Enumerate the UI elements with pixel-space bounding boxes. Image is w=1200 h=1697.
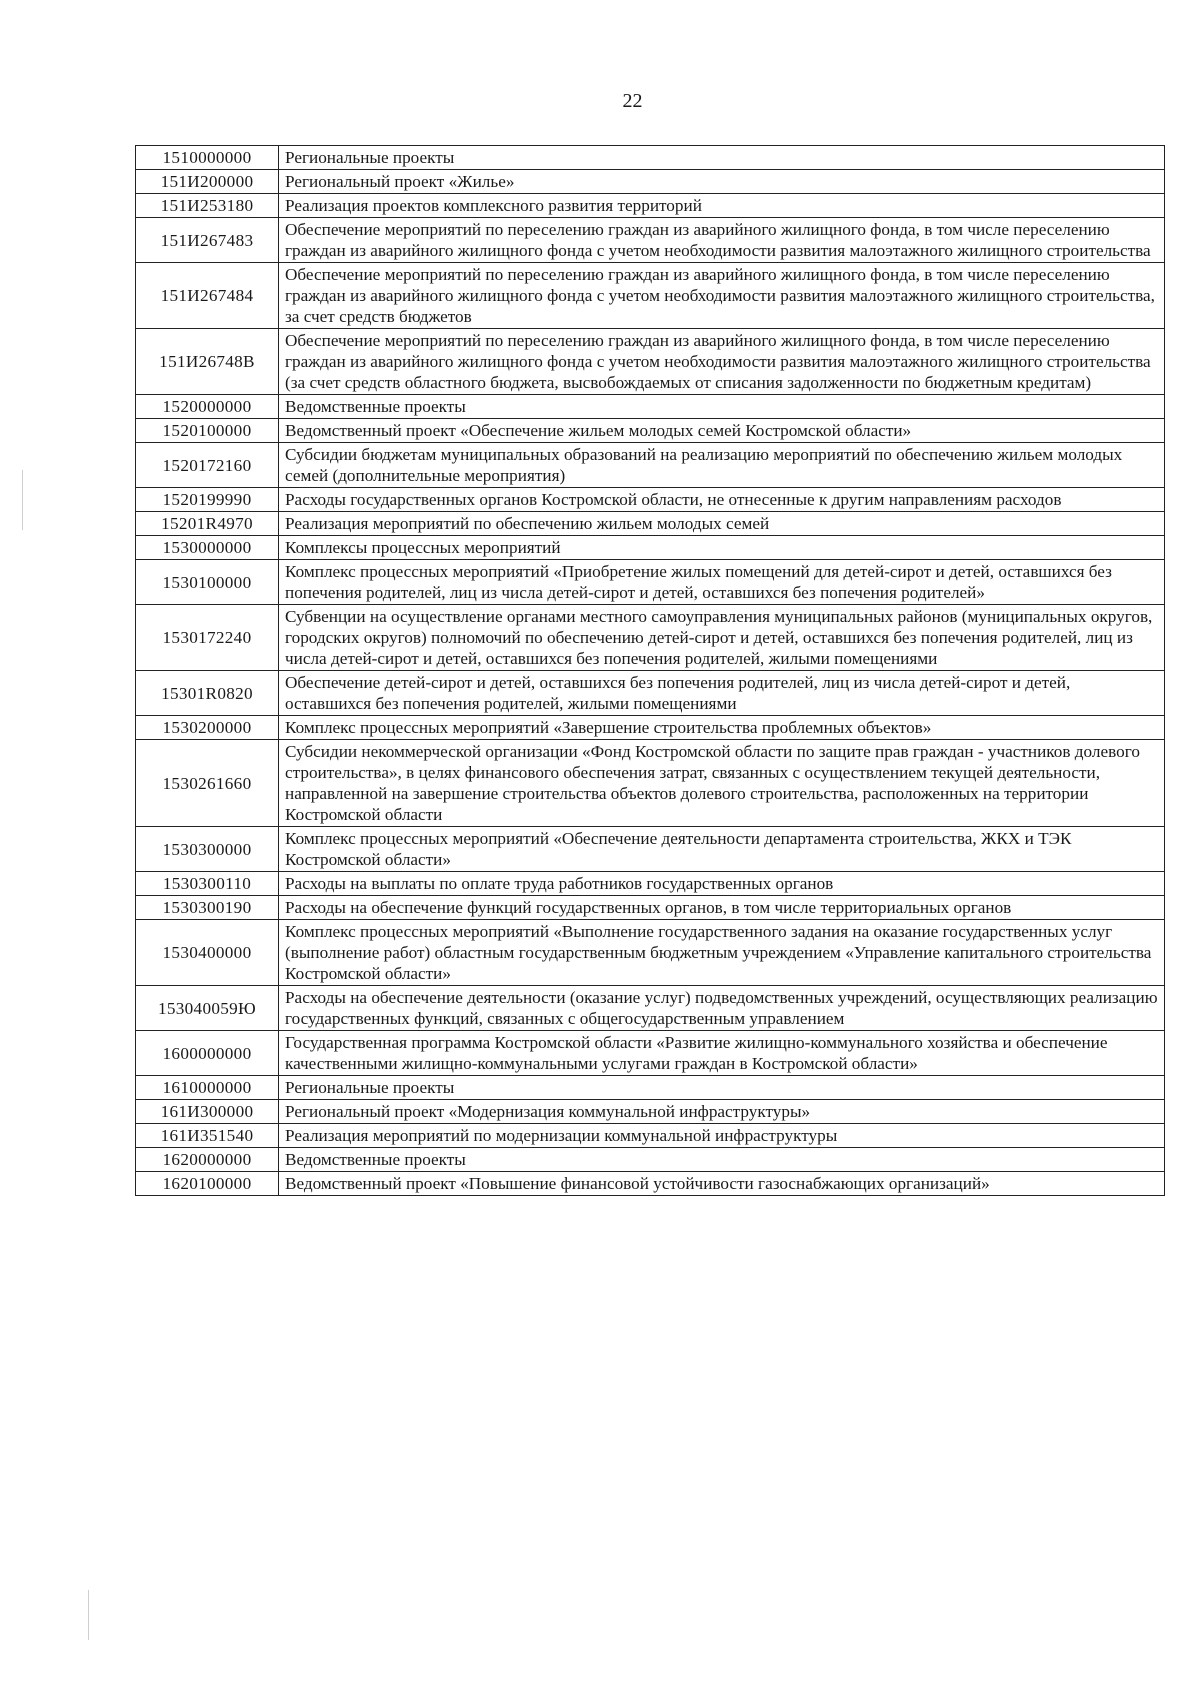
row-description: Расходы государственных органов Костромской области, не отнесенные к другим направлениям расходов [279,488,1165,512]
table-row [136,536,1165,560]
table-row [136,1124,1165,1148]
table-row [136,1076,1165,1100]
table-row [136,1148,1165,1172]
scan-artifact-line [22,470,23,530]
table-row [136,986,1165,1031]
row-description: Обеспечение мероприятий по переселению граждан из аварийного жилищного фонда, в том числе переселению граждан из аварийного жилищного фонда с учетом необходимости развития малоэтажного жилищного строительства, за счет средств бюджетов [279,263,1165,329]
row-description: Ведомственный проект «Обеспечение жильем молодых семей Костромской области» [279,419,1165,443]
table-body [136,146,1165,1196]
row-description: Ведомственные проекты [279,395,1165,419]
row-code: 1530000000 [136,536,279,560]
row-description: Реализация мероприятий по модернизации коммунальной инфраструктуры [279,1124,1165,1148]
row-code: 1510000000 [136,146,279,170]
table-row [136,920,1165,986]
table-row [136,671,1165,716]
row-code: 1620000000 [136,1148,279,1172]
row-description: Региональный проект «Жилье» [279,170,1165,194]
row-description: Ведомственный проект «Повышение финансовой устойчивости газоснабжающих организаций» [279,1172,1165,1196]
row-description: Комплекс процессных мероприятий «Выполнение государственного задания на оказание государственных услуг (выполнение работ) областным государственным бюджетным учреждением «Управление капитального строительства Костромской области» [279,920,1165,986]
row-description: Государственная программа Костромской области «Развитие жилищно-коммунального хозяйства и обеспечение качественными жилищно-коммунальными услугами граждан в Костромской области» [279,1031,1165,1076]
table-row [136,512,1165,536]
scan-artifact-line [88,1590,89,1640]
row-description: Обеспечение мероприятий по переселению граждан из аварийного жилищного фонда, в том числе переселению граждан из аварийного жилищного фонда с учетом необходимости развития малоэтажного жилищного строительства (за счет средств областного бюджета, высвобождаемых от списания задолженности по бюджетным кредитам) [279,329,1165,395]
table-row [136,605,1165,671]
row-description: Субсидии бюджетам муниципальных образований на реализацию мероприятий по обеспечению жильем молодых семей (дополнительные мероприятия) [279,443,1165,488]
row-code: 151И267484 [136,263,279,329]
table-row [136,716,1165,740]
row-description: Региональные проекты [279,146,1165,170]
row-code: 151И26748В [136,329,279,395]
budget-classification-table [135,145,1165,1196]
row-description: Расходы на обеспечение функций государственных органов, в том числе территориальных органов [279,896,1165,920]
table-row [136,1172,1165,1196]
row-code: 1530261660 [136,740,279,827]
row-code: 1610000000 [136,1076,279,1100]
row-code: 1530300110 [136,872,279,896]
row-description: Комплекс процессных мероприятий «Обеспечение деятельности департамента строительства, ЖКХ и ТЭК Костромской области» [279,827,1165,872]
row-code: 1530200000 [136,716,279,740]
table-row [136,194,1165,218]
table-row [136,896,1165,920]
row-description: Обеспечение мероприятий по переселению граждан из аварийного жилищного фонда, в том числе переселению граждан из аварийного жилищного фонда с учетом необходимости развития малоэтажного жилищного строительства [279,218,1165,263]
row-description: Расходы на выплаты по оплате труда работников государственных органов [279,872,1165,896]
table-row [136,170,1165,194]
row-code: 1520100000 [136,419,279,443]
row-code: 1530300190 [136,896,279,920]
row-description: Региональные проекты [279,1076,1165,1100]
row-description: Субсидии некоммерческой организации «Фонд Костромской области по защите прав граждан - участников долевого строительства», в целях финансового обеспечения затрат, связанных с осуществлением текущей деятельности, направленной на завершение строительства объектов долевого строительства, расположенных на территории Костромской области [279,740,1165,827]
row-code: 1520172160 [136,443,279,488]
page-number: 22 [622,90,643,112]
table-row [136,263,1165,329]
row-code: 151И267483 [136,218,279,263]
row-description: Субвенции на осуществление органами местного самоуправления муниципальных районов (муниципальных округов, городских округов) полномочий по обеспечению детей-сирот и детей, оставшихся без попечения родителей, лиц из числа детей-сирот и детей, оставшихся без попечения родителей, жилыми помещениями [279,605,1165,671]
row-description: Реализация мероприятий по обеспечению жильем молодых семей [279,512,1165,536]
table-row [136,218,1165,263]
table-row [136,395,1165,419]
table-row [136,740,1165,827]
row-code: 1530100000 [136,560,279,605]
table-row [136,419,1165,443]
table-row [136,560,1165,605]
table-row [136,872,1165,896]
row-description: Региональный проект «Модернизация коммунальной инфраструктуры» [279,1100,1165,1124]
row-code: 1530172240 [136,605,279,671]
row-code: 151И253180 [136,194,279,218]
table-row [136,827,1165,872]
row-description: Обеспечение детей-сирот и детей, оставшихся без попечения родителей, лиц из числа детей-сирот и детей, оставшихся без попечения родителей, жилыми помещениями [279,671,1165,716]
row-code: 15301R0820 [136,671,279,716]
row-code: 1520000000 [136,395,279,419]
table-row [136,1100,1165,1124]
row-description: Комплекс процессных мероприятий «Завершение строительства проблемных объектов» [279,716,1165,740]
row-code: 1600000000 [136,1031,279,1076]
row-code: 1530300000 [136,827,279,872]
row-code: 1520199990 [136,488,279,512]
row-code: 153040059Ю [136,986,279,1031]
row-description: Расходы на обеспечение деятельности (оказание услуг) подведомственных учреждений, осуществляющих реализацию государственных функций, связанных с общегосударственным управлением [279,986,1165,1031]
row-description: Реализация проектов комплексного развития территорий [279,194,1165,218]
row-code: 15201R4970 [136,512,279,536]
row-description: Комплексы процессных мероприятий [279,536,1165,560]
table-row [136,329,1165,395]
table-row [136,146,1165,170]
row-code: 161И351540 [136,1124,279,1148]
table-row [136,1031,1165,1076]
row-description: Ведомственные проекты [279,1148,1165,1172]
table-row [136,488,1165,512]
row-code: 161И300000 [136,1100,279,1124]
table-row [136,443,1165,488]
row-code: 151И200000 [136,170,279,194]
budget-classification-table-wrapper [135,145,1165,1196]
row-code: 1530400000 [136,920,279,986]
row-code: 1620100000 [136,1172,279,1196]
row-description: Комплекс процессных мероприятий «Приобретение жилых помещений для детей-сирот и детей, оставшихся без попечения родителей, лиц из числа детей-сирот и детей, оставшихся без попечения родителей» [279,560,1165,605]
